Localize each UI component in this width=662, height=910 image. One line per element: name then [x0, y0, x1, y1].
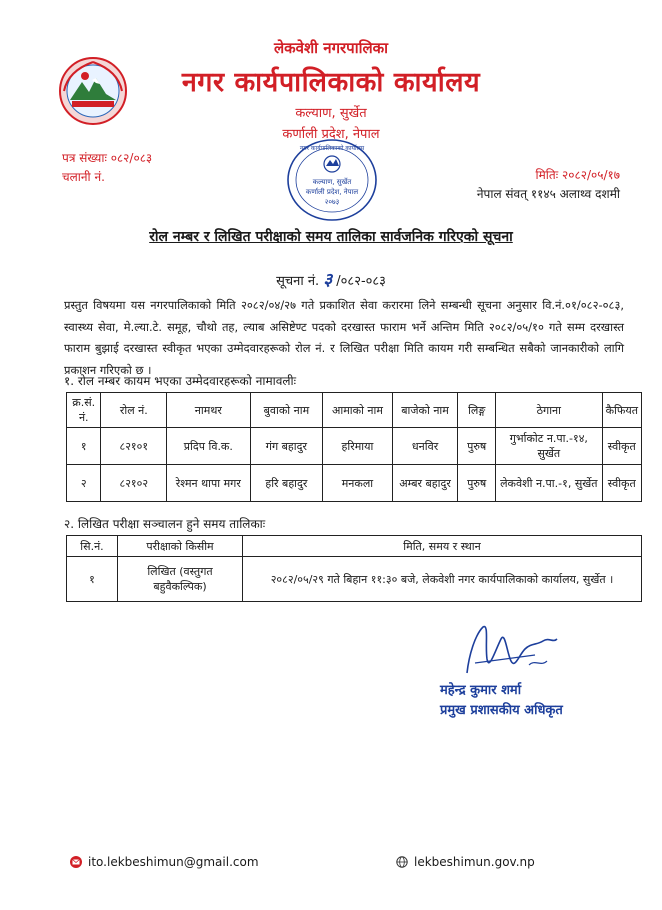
- table-cell: हरिमाया: [323, 428, 393, 465]
- table-cell: १: [67, 428, 101, 465]
- table-header-row: [67, 536, 642, 557]
- table-header-cell: लिङ्ग: [458, 393, 496, 428]
- table-cell: २: [67, 465, 101, 502]
- table-cell: रेश्मन थापा मगर: [167, 465, 250, 502]
- address-line-1: कल्याण, सुर्खेत: [295, 106, 367, 121]
- notice-number-handwritten: ३: [323, 270, 333, 290]
- address-line-2: कर्णाली प्रदेश, नेपाल: [282, 127, 380, 142]
- table-cell: २०८२/०५/२९ गते बिहान ११:३० बजे, लेकवेशी नगर कार्यपालिकाको कार्यालय, सुर्खेत ।: [243, 557, 642, 602]
- table-header-cell: कैफियत: [602, 393, 641, 428]
- table-header-cell: परीक्षाको किसीम: [118, 536, 243, 557]
- table-cell: हरि बहादुर: [250, 465, 323, 502]
- stamp-text-top: नगर कार्यपालिकाको कार्यालय: [299, 145, 365, 152]
- table-row: [67, 465, 642, 502]
- office-seal-stamp: [284, 136, 380, 224]
- table-header-cell: आमाको नाम: [323, 393, 393, 428]
- table-header-cell: रोल नं.: [101, 393, 167, 428]
- candidates-table: [66, 392, 642, 502]
- notice-body: प्रस्तुत विषयमा यस नगरपालिकाको मिति २०८२/०४/२७ गते प्रकाशित सेवा करारमा लिने सम्बन्धी सूचना अनुसार वि.नं.०१/०८२-०८३, स्वास्थ्य सेवा, मे.ल्या.टे. समूह, चौथो तह, ल्याब असिष्टेण्ट पदको दरखास्त फाराम भर्ने अन्तिम मिति २०८२/०५/१० गते सम्म दरखास्त फाराम बुझाई दरखास्त स्वीकृत भएका उम्मेदवारहरूको रोल नं. र लिखित परीक्षा मिति कायम गरी सम्बन्धित सबैको जानकारीको लागि प्रकाशन गरिएको छ ।: [64, 298, 624, 377]
- table-cell: ८२१०२: [101, 465, 167, 502]
- notice-number: [0, 267, 662, 290]
- date: मितिः २०८२/०५/१७: [535, 168, 620, 182]
- nepal-sambat-date: नेपाल संवत् ११४५ अलाथ्व दशमी: [476, 187, 620, 201]
- footer-email[interactable]: [70, 855, 259, 869]
- notice-number-suffix: /०८२-०८३: [336, 274, 386, 289]
- dispatch-number: चलानी नं.: [62, 170, 105, 184]
- section-2-title: २. लिखित परीक्षा सञ्चालन हुने समय तालिकाः: [64, 517, 266, 531]
- table-header-cell: मिति, समय र स्थान: [243, 536, 642, 557]
- stamp-text-year: २०७३: [324, 198, 340, 206]
- table-cell: मनकला: [323, 465, 393, 502]
- table-cell: स्वीकृत: [602, 428, 641, 465]
- stamp-text-middle: कल्याण, सुर्खेत: [312, 178, 352, 186]
- signatory-post: प्रमुख प्रशासकीय अधिकृत: [440, 703, 563, 718]
- table-header-cell: सि.नं.: [67, 536, 118, 557]
- table-header-cell: नामथर: [167, 393, 250, 428]
- letter-number: पत्र संख्याः ०८२/०८३: [62, 151, 153, 165]
- table-cell: स्वीकृत: [602, 465, 641, 502]
- table-header-cell: ठेगाना: [496, 393, 603, 428]
- footer-email-text[interactable]: ito.lekbeshimun@gmail.com: [88, 855, 259, 869]
- footer-website-text[interactable]: lekbeshimun.gov.np: [414, 855, 535, 869]
- section-1-title: १. रोल नम्बर कायम भएका उम्मेदवारहरूको नामावलीः: [64, 374, 297, 388]
- table-cell: पुरुष: [458, 465, 496, 502]
- table-cell: १: [67, 557, 118, 602]
- table-header-cell: बुवाको नाम: [250, 393, 323, 428]
- table-cell: धनविर: [392, 428, 458, 465]
- table-cell: गंग बहादुर: [250, 428, 323, 465]
- stamp-text-bottom: कर्णाली प्रदेश, नेपाल: [305, 188, 359, 196]
- table-header-cell: बाजेको नाम: [392, 393, 458, 428]
- table-cell: गुर्भाकोट न.पा.-१४, सुर्खेत: [496, 428, 603, 465]
- office-title: नगर कार्यपालिकाको कार्यालय: [181, 67, 481, 98]
- table-cell: अम्बर बहादुर: [392, 465, 458, 502]
- municipality-name: लेकवेशी नगरपालिका: [273, 39, 389, 57]
- mail-icon: [70, 856, 82, 868]
- notice-number-prefix: सूचना नं.: [276, 274, 320, 289]
- handwritten-signature: [455, 615, 565, 685]
- table-cell: लिखित (वस्तुगत बहुवैकल्पिक): [118, 557, 243, 602]
- footer-website[interactable]: [396, 855, 535, 869]
- table-cell: ८२१०१: [101, 428, 167, 465]
- signatory-name: महेन्द्र कुमार शर्मा: [440, 683, 522, 698]
- globe-icon: [396, 856, 408, 868]
- table-header-cell: क्र.सं. नं.: [67, 393, 101, 428]
- table-cell: लेकवेशी न.पा.-१, सुर्खेत: [496, 465, 603, 502]
- table-row: [67, 428, 642, 465]
- table-header-row: [67, 393, 642, 428]
- exam-schedule-table: [66, 535, 642, 602]
- table-cell: प्रदिप वि.क.: [167, 428, 250, 465]
- notice-subject: रोल नम्बर र लिखित परीक्षाको समय तालिका सार्वजनिक गरिएको सूचना: [149, 229, 513, 245]
- table-row: [67, 557, 642, 602]
- table-cell: पुरुष: [458, 428, 496, 465]
